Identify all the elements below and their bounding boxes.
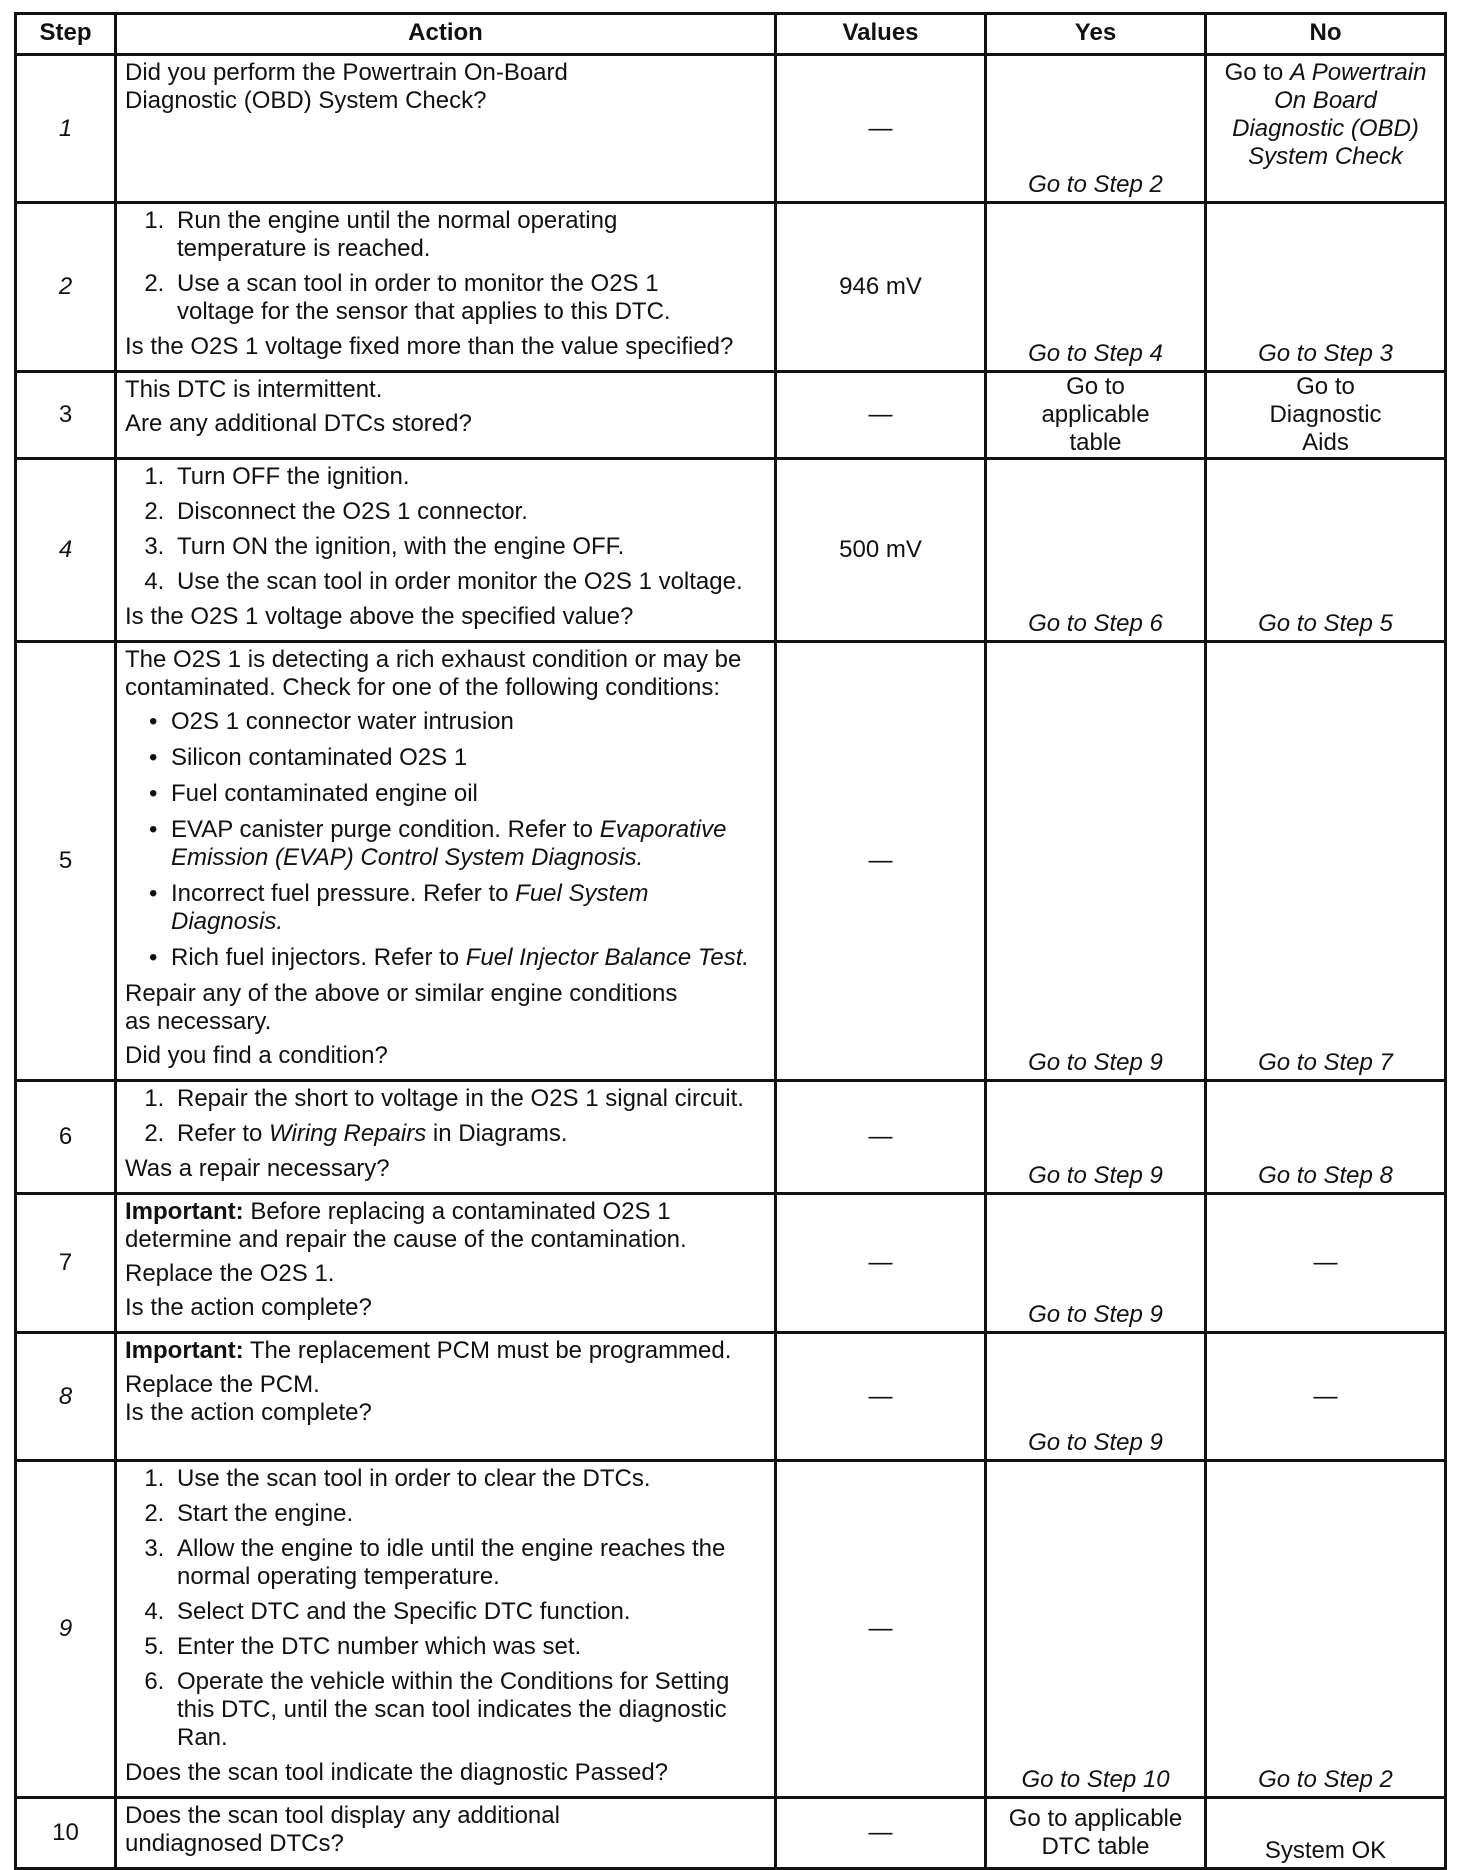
action-question: Is the action complete? [125, 1399, 372, 1426]
action-item: 1. Repair the short to voltage in the O2S 1 signal circuit. [171, 1085, 766, 1113]
condition-text: Incorrect fuel pressure. Refer to [171, 880, 516, 907]
yes-cell: Go to applicable table [986, 372, 1206, 459]
action-text: This DTC is intermittent. [125, 376, 383, 403]
action-question: Was a repair necessary? [125, 1155, 390, 1182]
action-item: 2. Use a scan tool in order to monitor the O2S 1 voltage for the sensor that applies to this DTC. [171, 270, 686, 326]
table-row [16, 1461, 1446, 1798]
action-text: The O2S 1 is detecting a rich exhaust condition or may be contaminated. Check for one of the following conditions: [125, 646, 742, 701]
value-cell: — [776, 1333, 986, 1461]
action-question: Did you perform the Powertrain On-Board Diagnostic (OBD) System Check? [125, 59, 568, 114]
diagnostic-table [14, 12, 1447, 1870]
action-question: Does the scan tool display any additional undiagnosed DTCs? [125, 1802, 560, 1857]
action-cell [116, 459, 776, 642]
header-yes: Yes [986, 14, 1206, 55]
no-cell: — [1206, 1333, 1446, 1461]
action-cell [116, 372, 776, 459]
yes-cell: Go to Step 10 [986, 1461, 1206, 1798]
table-row [16, 203, 1446, 372]
header-no: No [1206, 14, 1446, 55]
important-note [125, 1198, 766, 1254]
step-number: 9 [16, 1461, 116, 1798]
diagnostic-table-sheet [14, 12, 1444, 1870]
action-cell [116, 1798, 776, 1869]
no-cell: Go to Step 5 [1206, 459, 1446, 642]
action-item: 5. Enter the DTC number which was set. [171, 1633, 766, 1661]
no-prefix: Go to [1224, 59, 1290, 86]
table-row [16, 1194, 1446, 1333]
action-text: in Diagrams. [426, 1120, 568, 1147]
no-cell: Go to Step 8 [1206, 1081, 1446, 1194]
no-cell: System OK [1206, 1798, 1446, 1869]
action-question: Did you find a condition? [125, 1042, 388, 1069]
yes-cell: Go to Step 2 [986, 55, 1206, 203]
header-action: Action [116, 14, 776, 55]
action-text: Refer to [177, 1120, 270, 1147]
reference-link[interactable]: Fuel Injector Balance Test. [465, 944, 750, 971]
action-cell [116, 1461, 776, 1798]
important-label: Important: [125, 1337, 244, 1364]
action-item: 4. Select DTC and the Specific DTC function. [171, 1598, 766, 1626]
condition-text: Rich fuel injectors. Refer to [171, 944, 466, 971]
action-cell [116, 55, 776, 203]
no-cell: Go to Step 2 [1206, 1461, 1446, 1798]
action-item [171, 1120, 766, 1148]
condition-text: EVAP canister purge condition. Refer to [171, 816, 600, 843]
action-item: 1. Use the scan tool in order to clear the DTCs. [171, 1465, 766, 1493]
value-cell: — [776, 642, 986, 1081]
table-row [16, 55, 1446, 203]
no-cell: Go to Step 7 [1206, 642, 1446, 1081]
step-number: 8 [16, 1333, 116, 1461]
step-number: 10 [16, 1798, 116, 1869]
yes-cell: Go to applicable DTC table [986, 1798, 1206, 1869]
value-cell: — [776, 1194, 986, 1333]
value-cell: — [776, 55, 986, 203]
no-reference: A Powertrain On Board Diagnostic (OBD) System Check [1232, 59, 1427, 170]
action-item: 1. Turn OFF the ignition. [171, 463, 766, 491]
condition-item [171, 816, 766, 872]
yes-cell: Go to Step 9 [986, 1194, 1206, 1333]
header-row [16, 14, 1446, 55]
important-text: The replacement PCM must be programmed. [243, 1337, 732, 1364]
table-row [16, 1333, 1446, 1461]
action-cell [116, 1194, 776, 1333]
action-cell [116, 203, 776, 372]
yes-cell: Go to Step 6 [986, 459, 1206, 642]
action-question: Are any additional DTCs stored? [125, 410, 472, 437]
important-label: Important: [125, 1198, 244, 1225]
header-values: Values [776, 14, 986, 55]
action-item: 2. Start the engine. [171, 1500, 766, 1528]
value-cell: — [776, 372, 986, 459]
condition-item: • Fuel contaminated engine oil [171, 780, 766, 808]
no-cell: — [1206, 1194, 1446, 1333]
value-cell: — [776, 1081, 986, 1194]
condition-item: • Silicon contaminated O2S 1 [171, 744, 766, 772]
step-number: 3 [16, 372, 116, 459]
action-question: Is the O2S 1 voltage above the specified value? [125, 603, 634, 630]
important-text: Before replacing a contaminated O2S 1 determine and repair the cause of the contamination. [125, 1198, 687, 1253]
action-question: Is the action complete? [125, 1294, 372, 1321]
action-item: 1. Run the engine until the normal operating temperature is reached. [171, 207, 686, 263]
yes-cell: Go to Step 9 [986, 1333, 1206, 1461]
reference-link[interactable]: Evaporative Emission (EVAP) Control System Diagnosis. [171, 816, 727, 871]
action-text: Replace the O2S 1. [125, 1260, 335, 1287]
value-cell: — [776, 1798, 986, 1869]
action-item: 2. Disconnect the O2S 1 connector. [171, 498, 766, 526]
yes-cell: Go to Step 9 [986, 1081, 1206, 1194]
value-cell: 946 mV [776, 203, 986, 372]
important-note [125, 1337, 766, 1365]
reference-link[interactable]: Fuel System Diagnosis. [171, 880, 649, 935]
yes-cell: Go to Step 9 [986, 642, 1206, 1081]
yes-cell: Go to Step 4 [986, 203, 1206, 372]
action-item: 3. Turn ON the ignition, with the engine OFF. [171, 533, 766, 561]
step-number: 5 [16, 642, 116, 1081]
step-number: 7 [16, 1194, 116, 1333]
step-number: 1 [16, 55, 116, 203]
table-row [16, 1081, 1446, 1194]
no-cell: Go to Step 3 [1206, 203, 1446, 372]
header-step: Step [16, 14, 116, 55]
table-row [16, 459, 1446, 642]
action-item: 4. Use the scan tool in order monitor the O2S 1 voltage. [171, 568, 766, 596]
action-cell [116, 1081, 776, 1194]
no-cell [1206, 55, 1446, 203]
condition-item [171, 880, 766, 936]
step-number: 2 [16, 203, 116, 372]
value-cell: 500 mV [776, 459, 986, 642]
action-item: 6. Operate the vehicle within the Conditions for Setting this DTC, until the scan tool indicates the diagnostic Ran. [171, 1668, 766, 1752]
action-question: Is the O2S 1 voltage fixed more than the value specified? [125, 333, 734, 360]
action-text: Replace the PCM. [125, 1371, 320, 1398]
action-cell [116, 1333, 776, 1461]
action-text: Repair any of the above or similar engine conditions as necessary. [125, 980, 678, 1035]
reference-link[interactable]: Wiring Repairs [269, 1120, 427, 1147]
condition-item [171, 944, 766, 972]
table-row [16, 642, 1446, 1081]
action-cell [116, 642, 776, 1081]
value-cell: — [776, 1461, 986, 1798]
condition-item: • O2S 1 connector water intrusion [171, 708, 766, 736]
action-item: 3. Allow the engine to idle until the engine reaches the normal operating temperature. [171, 1535, 766, 1591]
step-number: 4 [16, 459, 116, 642]
action-question: Does the scan tool indicate the diagnostic Passed? [125, 1759, 669, 1786]
no-cell: Go to Diagnostic Aids [1206, 372, 1446, 459]
table-row [16, 1798, 1446, 1869]
table-row [16, 372, 1446, 459]
step-number: 6 [16, 1081, 116, 1194]
